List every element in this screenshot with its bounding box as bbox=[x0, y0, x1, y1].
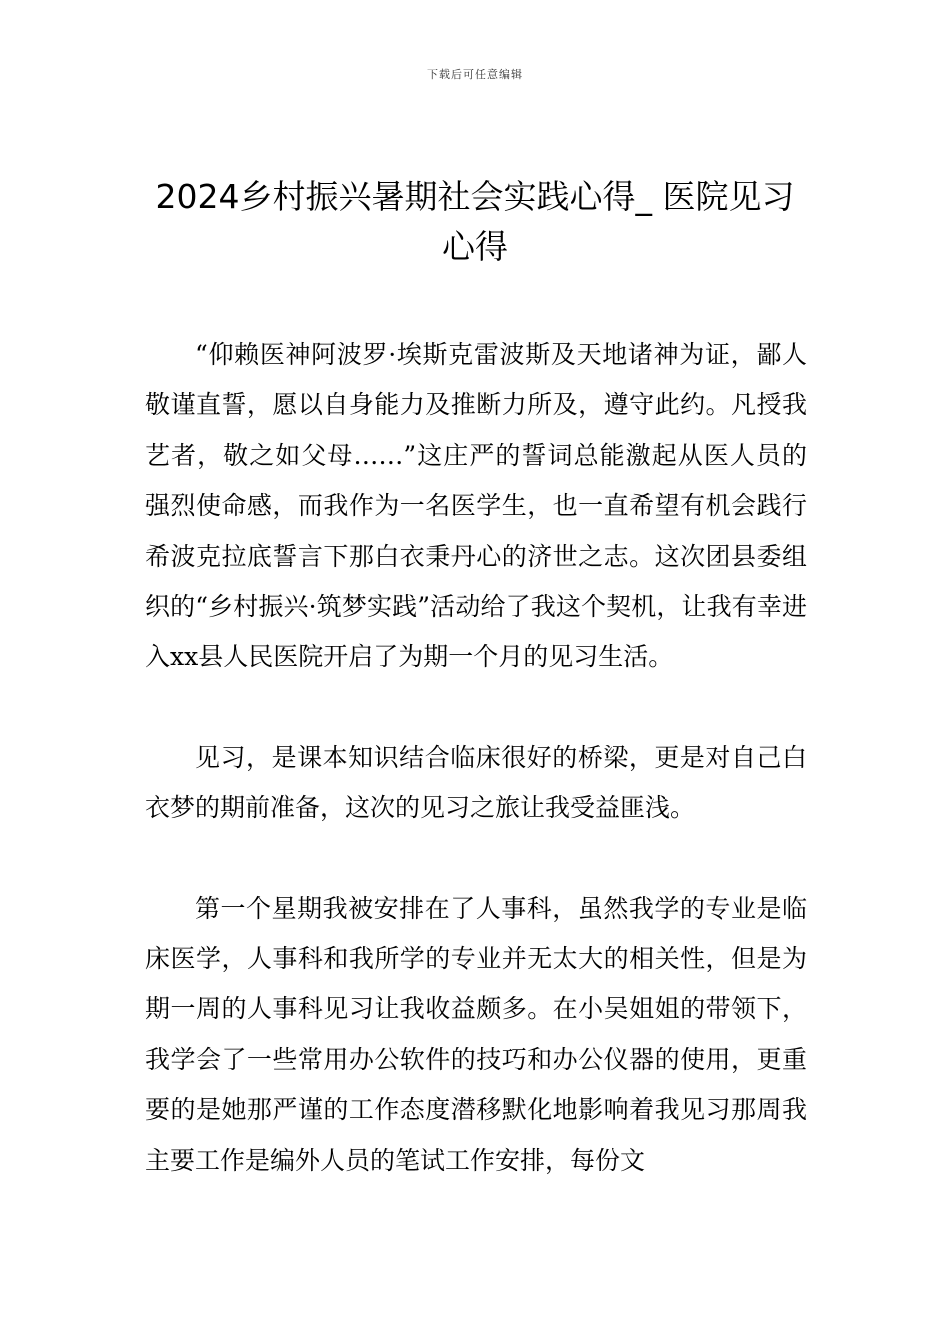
paragraph-gap bbox=[145, 834, 807, 884]
paragraph-1: “仰赖医神阿波罗·埃斯克雷波斯及天地诸神为证，鄙人敬谨直誓，愿以自身能力及推断力所及，遵守此约。凡授我艺者，敬之如父母……”这庄严的誓词总能激起从医人员的强烈使命感，而我作为一名医学生，也一直希望有机会践行希波克拉底誓言下那白衣秉丹心的济世之志。这次团县委组织的“乡村振兴·筑梦实践”活动给了我这个契机，让我有幸进入xx县人民医院开启了为期一个月的见习生活。 bbox=[145, 340, 807, 672]
document-body bbox=[145, 330, 807, 1186]
paragraph-gap bbox=[145, 683, 807, 733]
page-header: 下载后可任意编辑 bbox=[427, 68, 523, 81]
document-title: 2024乡村振兴暑期社会实践心得_ 医院见习心得 bbox=[155, 177, 795, 266]
paragraph-2: 见习，是课本知识结合临床很好的桥梁，更是对自己白衣梦的期前准备，这次的见习之旅让我受益匪浅。 bbox=[145, 742, 807, 823]
paragraph-3: 第一个星期我被安排在了人事科，虽然我学的专业是临床医学，人事科和我所学的专业并无太大的相关性，但是为期一周的人事科见习让我收益颇多。在小吴姐姐的带领下，我学会了一些常用办公软件的技巧和办公仪器的使用，更重要的是她那严谨的工作态度潜移默化地影响着我见习那周我主要工作是编外人员的笔试工作安排，每份文 bbox=[145, 893, 807, 1175]
